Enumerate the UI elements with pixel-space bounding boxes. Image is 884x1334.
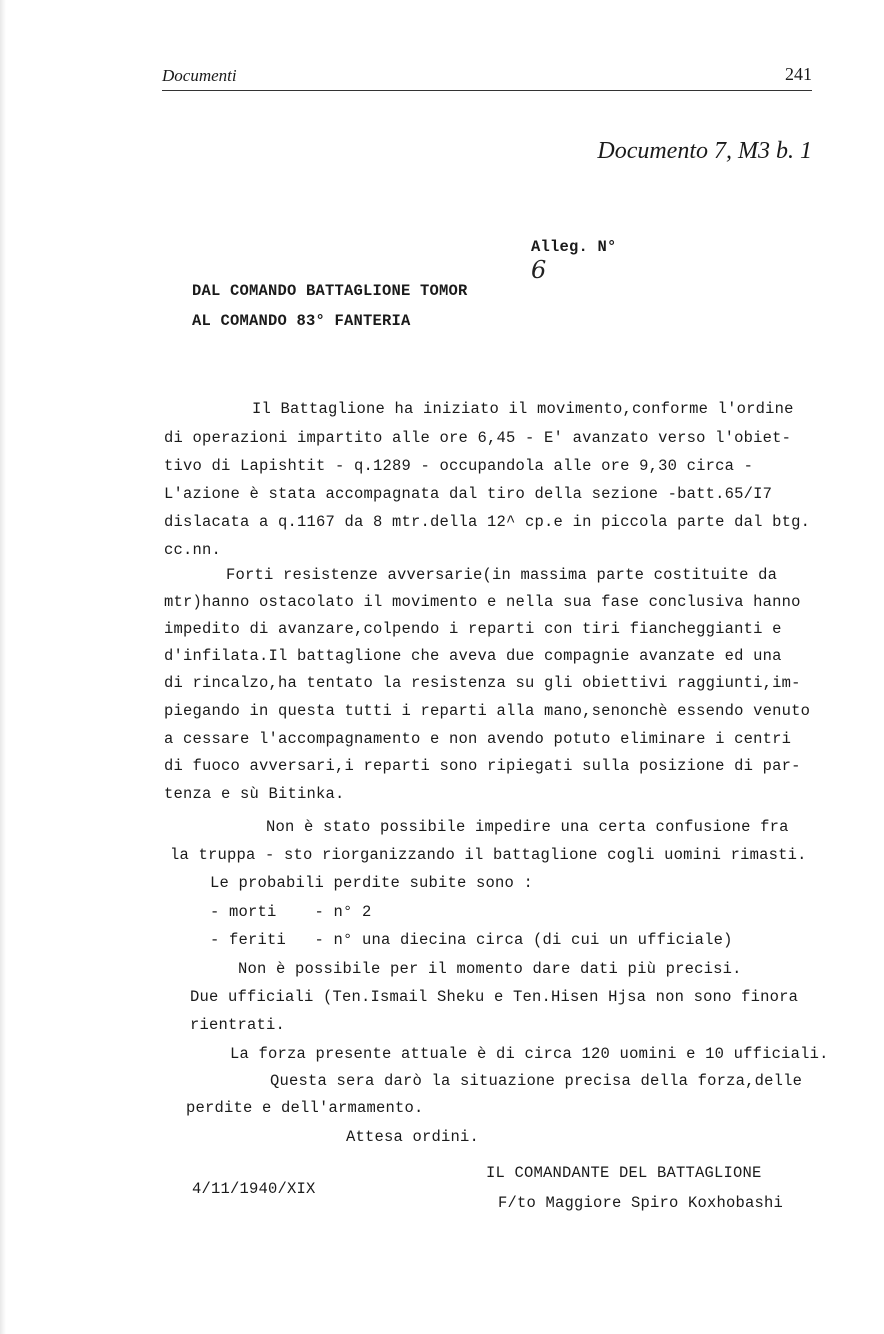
signature-title: IL COMANDANTE DEL BATTAGLIONE [486,1164,762,1182]
attachment-number: 6 [531,256,547,284]
body-line: dislacata a q.1167 da 8 mtr.della 12^ cp.e in piccola parte dal btg. [164,513,811,531]
body-line: di fuoco avversari,i reparti sono ripiegati sulla posizione di par- [164,757,801,775]
body-line: mtr)hanno ostacolato il movimento e nella sua fase conclusiva hanno [164,593,801,611]
body-line: La forza presente attuale è di circa 120 uomini e 10 ufficiali. [230,1045,829,1063]
addressing-to: AL COMANDO 83° FANTERIA [192,312,411,330]
running-header [162,62,812,91]
body-line: L'azione è stata accompagnata dal tiro della sezione -batt.65/I7 [164,485,773,503]
page-edge [0,0,6,1334]
body-line: la truppa - sto riorganizzando il battaglione cogli uomini rimasti. [170,846,807,864]
body-line: rientrati. [190,1016,286,1034]
body-line: - feriti - n° una diecina circa (di cui un ufficiale) [210,931,733,949]
letter-date: 4/11/1940/XIX [192,1180,316,1198]
body-line: Le probabili perdite subite sono : [210,874,534,892]
body-line: tivo di Lapishtit - q.1289 - occupandola alle ore 9,30 circa - [164,457,754,475]
body-line: Attesa ordini. [346,1128,480,1146]
section-title: Documenti [162,66,237,85]
body-line: perdite e dell'armamento. [186,1099,424,1117]
body-line: cc.nn. [164,541,222,559]
page-number: 241 [785,64,812,84]
body-line: impedito di avanzare,colpendo i reparti con tiri fiancheggianti e [164,620,782,638]
body-line: tenza e sù Bitinka. [164,785,345,803]
body-line: Non è possibile per il momento dare dati più precisi. [238,960,742,978]
addressing-from: DAL COMANDO BATTAGLIONE TOMOR [192,282,468,300]
signature-name: F/to Maggiore Spiro Koxhobashi [498,1194,784,1212]
body-line: Il Battaglione ha iniziato il movimento,conforme l'ordine [252,400,794,418]
attachment-label: Alleg. N° [531,238,617,256]
body-line: a cessare l'accompagnamento e non avendo potuto eliminare i centri [164,730,792,748]
body-line: - morti - n° 2 [210,903,372,921]
body-line: Forti resistenze avversarie(in massima parte costituite da [226,566,778,584]
body-line: Non è stato possibile impedire una certa confusione fra [266,818,789,836]
body-line: piegando in questa tutti i reparti alla mano,senonchè essendo venuto [164,702,811,720]
document-reference: Documento 7, M3 b. 1 [597,138,812,164]
body-line: Questa sera darò la situazione precisa della forza,delle [270,1072,803,1090]
body-line: Due ufficiali (Ten.Ismail Sheku e Ten.Hisen Hjsa non sono finora [190,988,799,1006]
body-line: di operazioni impartito alle ore 6,45 - E' avanzato verso l'obiet- [164,429,792,447]
body-line: d'infilata.Il battaglione che aveva due compagnie avanzate ed una [164,647,782,665]
body-line: di rincalzo,ha tentato la resistenza su gli obiettivi raggiunti,im- [164,674,801,692]
attachment-line [512,220,617,284]
